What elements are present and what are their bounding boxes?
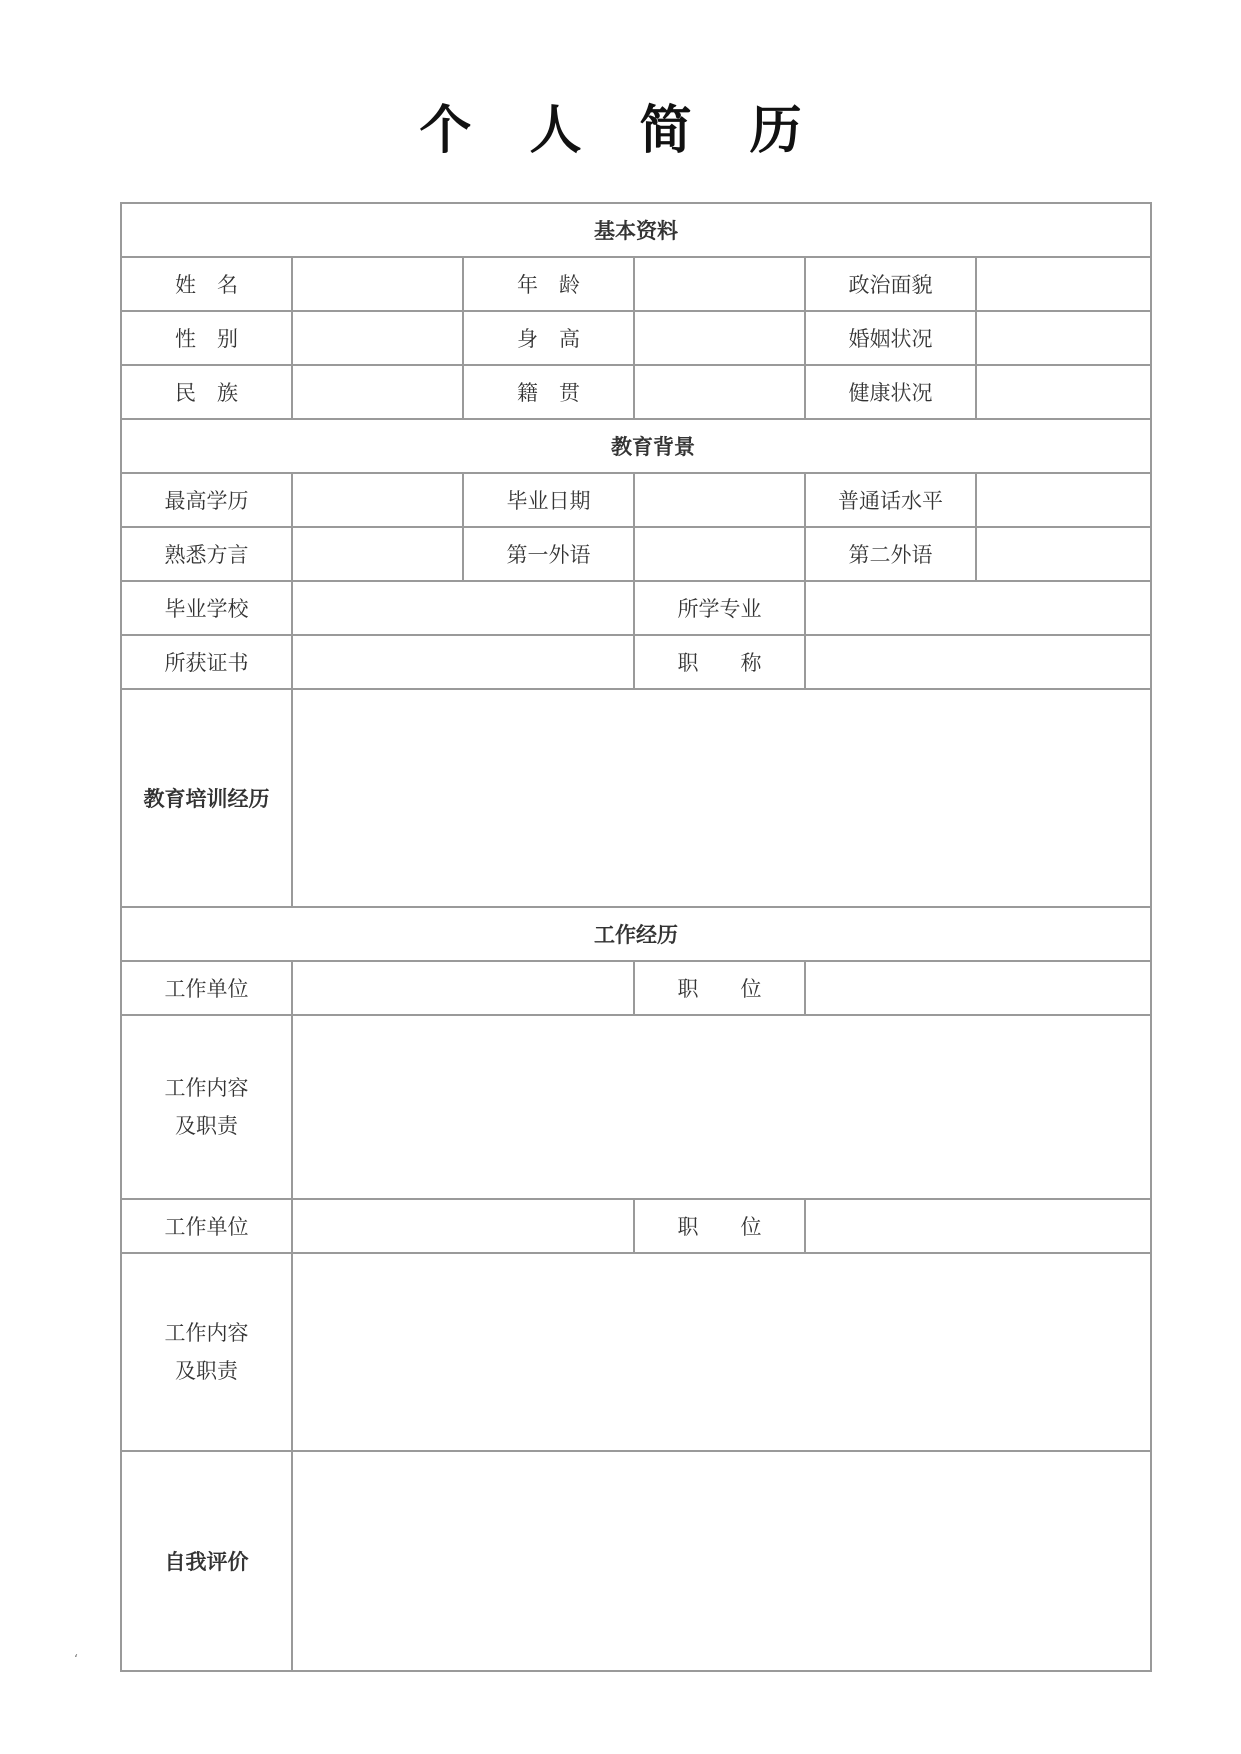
label-grad-date: 毕业日期 — [463, 473, 634, 527]
field-dialect[interactable] — [292, 527, 463, 581]
section-work: 工作经历 — [121, 907, 1151, 961]
field-age[interactable] — [634, 257, 805, 311]
page-title: 个 人 简 历 — [419, 100, 822, 161]
field-position-1[interactable] — [805, 961, 1151, 1015]
label-duties-2-line1: 工作内容 — [164, 1321, 249, 1345]
field-lang2[interactable] — [976, 527, 1151, 581]
label-lang1: 第一外语 — [463, 527, 634, 581]
field-name[interactable] — [292, 257, 463, 311]
label-school: 毕业学校 — [121, 581, 292, 635]
label-politics: 政治面貌 — [805, 257, 976, 311]
field-training[interactable] — [292, 689, 1151, 907]
label-certs: 所获证书 — [121, 635, 292, 689]
label-duties-1-line1: 工作内容 — [164, 1076, 249, 1100]
label-position-1: 职 位 — [634, 961, 805, 1015]
field-gender[interactable] — [292, 311, 463, 365]
field-health[interactable] — [976, 365, 1151, 419]
field-major[interactable] — [805, 581, 1151, 635]
field-position-2[interactable] — [805, 1199, 1151, 1253]
field-employer-1[interactable] — [292, 961, 634, 1015]
field-degree[interactable] — [292, 473, 463, 527]
field-certs[interactable] — [292, 635, 634, 689]
resume-table — [120, 202, 1152, 1672]
label-health: 健康状况 — [805, 365, 976, 419]
label-duties-1 — [121, 1015, 292, 1199]
field-ethnicity[interactable] — [292, 365, 463, 419]
label-major: 所学专业 — [634, 581, 805, 635]
label-height: 身 高 — [463, 311, 634, 365]
label-employer-2: 工作单位 — [121, 1199, 292, 1253]
field-origin[interactable] — [634, 365, 805, 419]
field-politics[interactable] — [976, 257, 1151, 311]
label-mandarin: 普通话水平 — [805, 473, 976, 527]
field-lang1[interactable] — [634, 527, 805, 581]
field-duties-1[interactable] — [292, 1015, 1151, 1199]
label-dialect: 熟悉方言 — [121, 527, 292, 581]
field-mandarin[interactable] — [976, 473, 1151, 527]
label-employer-1: 工作单位 — [121, 961, 292, 1015]
label-origin: 籍 贯 — [463, 365, 634, 419]
field-school[interactable] — [292, 581, 634, 635]
label-position-2: 职 位 — [634, 1199, 805, 1253]
label-training: 教育培训经历 — [121, 689, 292, 907]
field-grad-date[interactable] — [634, 473, 805, 527]
footer-mark: ‘ — [74, 1652, 78, 1666]
field-marital[interactable] — [976, 311, 1151, 365]
field-employer-2[interactable] — [292, 1199, 634, 1253]
field-self-evaluation[interactable] — [292, 1451, 1151, 1671]
label-name: 姓 名 — [121, 257, 292, 311]
label-duties-2 — [121, 1253, 292, 1451]
label-degree: 最高学历 — [121, 473, 292, 527]
label-self-evaluation: 自我评价 — [121, 1451, 292, 1671]
field-duties-2[interactable] — [292, 1253, 1151, 1451]
label-ethnicity: 民 族 — [121, 365, 292, 419]
field-prof-title[interactable] — [805, 635, 1151, 689]
label-age: 年 龄 — [463, 257, 634, 311]
label-lang2: 第二外语 — [805, 527, 976, 581]
section-education: 教育背景 — [121, 419, 1151, 473]
label-duties-1-line2: 及职责 — [175, 1114, 238, 1138]
label-duties-2-line2: 及职责 — [175, 1359, 238, 1383]
label-prof-title: 职 称 — [634, 635, 805, 689]
section-basic-info: 基本资料 — [121, 203, 1151, 257]
field-height[interactable] — [634, 311, 805, 365]
label-marital: 婚姻状况 — [805, 311, 976, 365]
label-gender: 性 别 — [121, 311, 292, 365]
